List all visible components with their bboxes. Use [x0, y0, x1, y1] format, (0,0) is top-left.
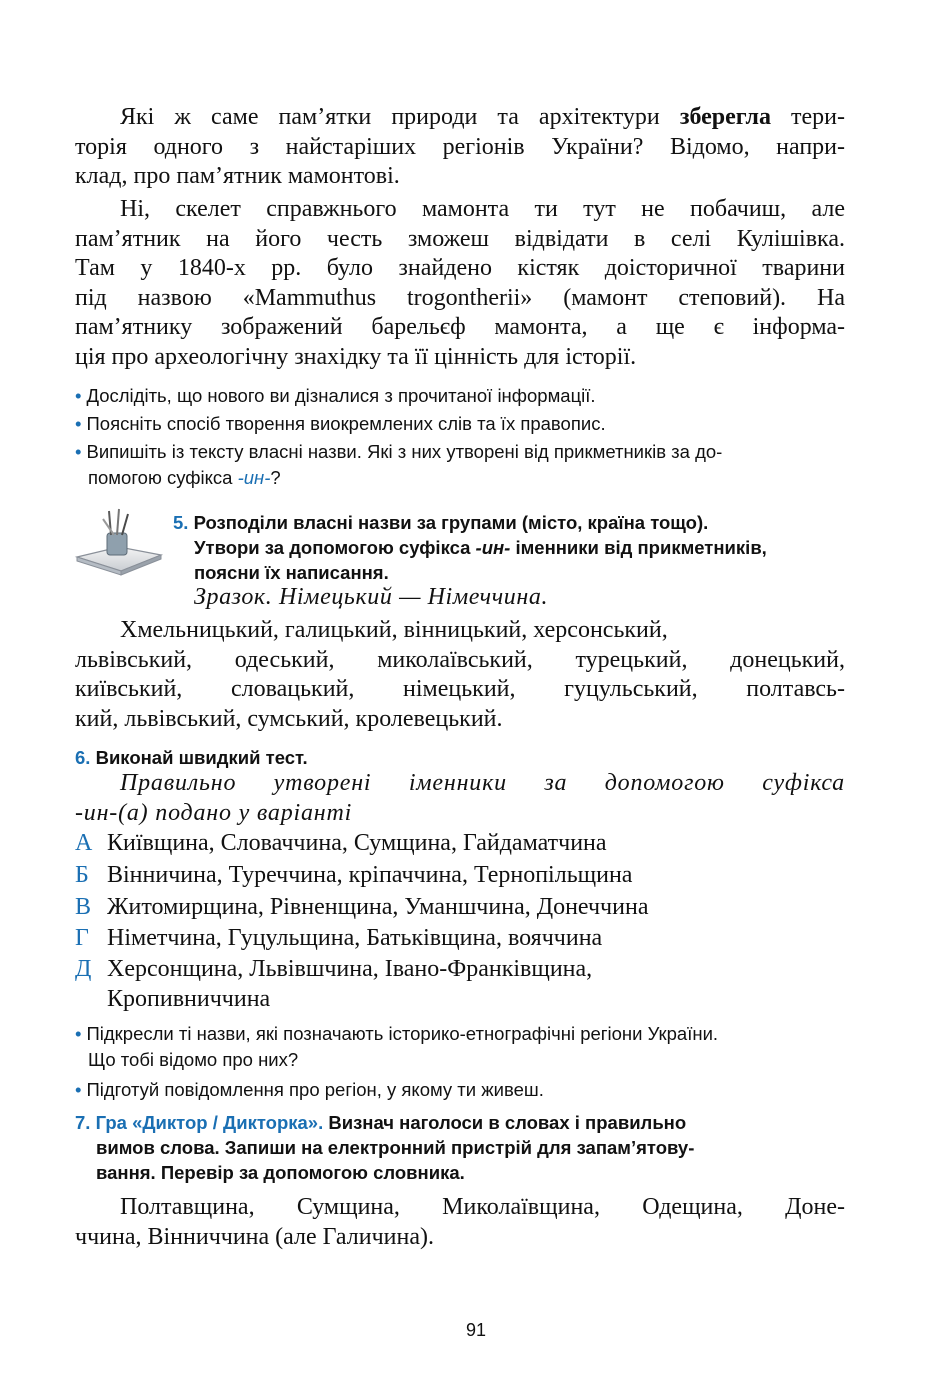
text-line: ція про археологічну знахідку та її цінність для історії.: [75, 343, 637, 370]
text-line: Там у 1840-х рр. було знайдено кістяк доісторичної тварини: [75, 255, 845, 281]
paragraph-mammoth: [75, 195, 845, 372]
bullet-item: • Підкресли ті назви, які позначають історико-етнографічні регіони України. Що тобі відомо про них?: [75, 1023, 719, 1070]
text-line: київський, словацький, німецький, гуцульський, полтавсь-: [75, 676, 845, 702]
task-7-heading: 7. Гра «Диктор / Дикторка». Визнач наголоси в словах і правильно вимов слова. Запиши на електронний пристрій для запам’ятову- вання. Перевір за допомогою словника.: [75, 1112, 695, 1183]
option-a: А Київщина, Словаччина, Сумщина, Гайдаматчина: [75, 830, 607, 856]
option-h: Г Німетчина, Гуцульщина, Батьківщина, вояччина: [75, 925, 603, 951]
text-line: львівський, одеський, миколаївський, турецький, донецький,: [75, 646, 845, 673]
text-line: ччина, Вінниччина (але Галичина).: [75, 1223, 435, 1250]
task-6-question: Правильно утворені іменники за допомогою суфікса -ин-(а) подано у варіанті: [75, 770, 845, 826]
option-v: В Житомирщина, Рівненщина, Уманшчина, Донеччина: [75, 894, 649, 920]
text-line: пам’ятнику зображений барельєф мамонта, а ще є інформа-: [75, 314, 845, 340]
task-6-heading: 6. Виконай швидкий тест.: [75, 747, 308, 768]
text-line: кий, львівський, сумський, кролевецький.: [75, 705, 503, 732]
bullet-item: • Поясніть спосіб творення виокремлених слів та їх правопис.: [75, 413, 606, 434]
highlighted-word: зберегла: [679, 104, 771, 130]
option-d: Д Херсонщина, Львівшчина, Івано-Франківщина, Кропивниччина: [75, 956, 593, 1012]
text-line: Які ж саме пам’ятки природи та архітектури зберегла тери-: [120, 104, 845, 130]
page-number: 91: [465, 1320, 487, 1340]
option-b: Б Вінничина, Туреччина, кріпаччина, Тернопільщина: [75, 862, 633, 888]
text-line: Ні, скелет справжнього мамонта ти тут не побачиш, але: [120, 196, 845, 222]
sample-text: Зразок. Німецький — Німеччина.: [194, 584, 549, 610]
paragraph-intro: [75, 103, 845, 192]
text-line: торія одного з найстаріших регіонів України? Відомо, напри-: [75, 133, 845, 160]
task-5-words: [75, 616, 845, 734]
bullet-item: • Дослідіть, що нового ви дізналися з прочитаної інформації.: [75, 385, 596, 406]
task-5-heading: 5. Розподіли власні назви за групами (місто, країна тощо). Утвори за допомогою суфікса -ин- іменники від прикметників, поясни їх написання.: [173, 512, 767, 583]
bullet-item: • Підготуй повідомлення про регіон, у якому ти живеш.: [75, 1079, 544, 1100]
text-line: клад, про пам’ятник мамонтові.: [75, 163, 400, 189]
text-line: під назвою «Mammuthus trogontherii» (мамонт степовий). На: [75, 284, 845, 311]
bullet-item: • Випишіть із тексту власні назви. Які з них утворені від прикметників за до- помогою суфікса -ин-?: [75, 441, 723, 488]
book-with-pens-icon: [73, 505, 165, 580]
text-line: Хмельницький, галицький, вінницький, херсонський,: [120, 617, 668, 643]
text-line: пам’ятник на його честь зможеш відвідати в селі Кулішівка.: [75, 225, 845, 252]
text-line: Полтавщина, Сумщина, Миколаївщина, Одещина, Доне-: [120, 1194, 845, 1220]
task-7-words: [75, 1193, 845, 1252]
